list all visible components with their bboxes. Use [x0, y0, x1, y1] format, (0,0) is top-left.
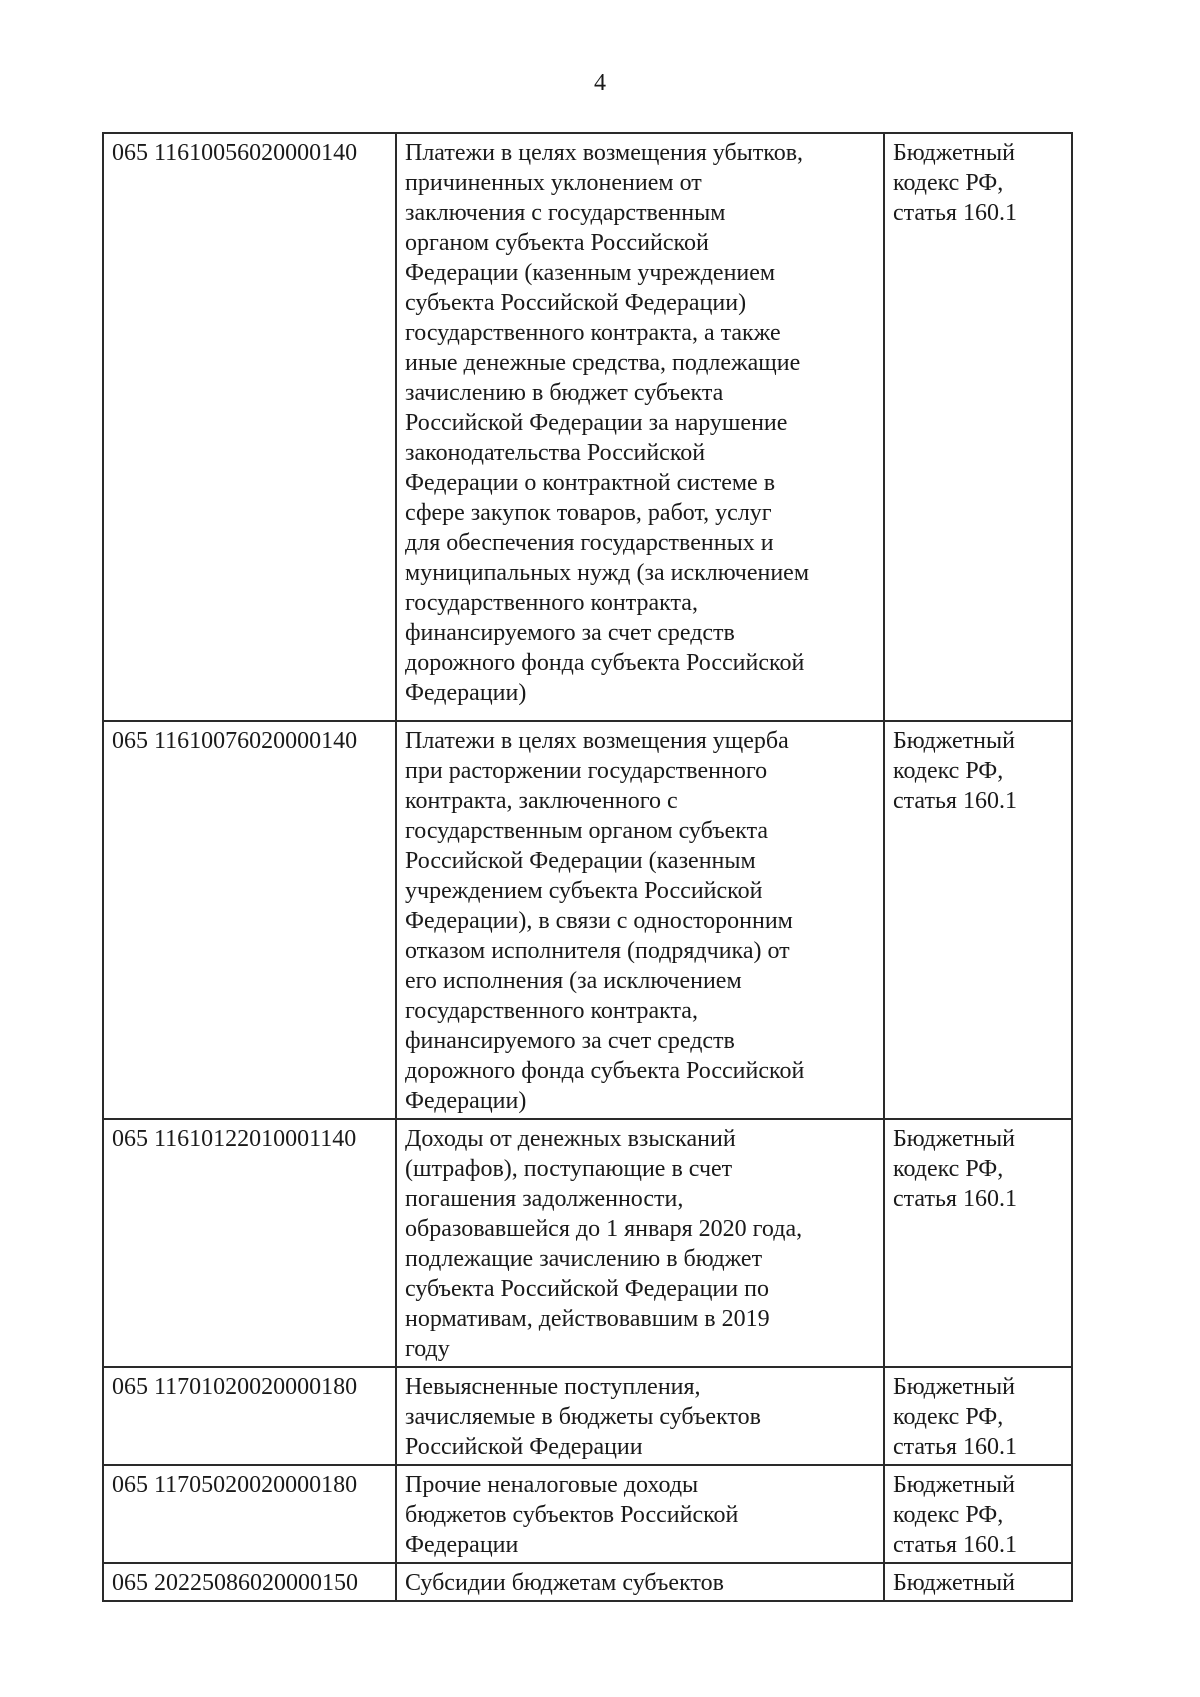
- table-row: [103, 1563, 1072, 1601]
- code-text: 065 11610122010001140: [112, 1126, 357, 1152]
- legal-basis-cell: [884, 1367, 1072, 1465]
- description-cell: [396, 721, 884, 1119]
- legal-basis-cell: [884, 1465, 1072, 1563]
- legal-basis-text: Бюджетный кодекс РФ, статья 160.1: [893, 1472, 1017, 1558]
- code-cell: [103, 1119, 396, 1367]
- table-row: [103, 721, 1072, 1119]
- code-cell: [103, 133, 396, 721]
- legal-basis-text: Бюджетный кодекс РФ, статья 160.1: [893, 1126, 1017, 1212]
- description-cell: [396, 1119, 884, 1367]
- table-row: [103, 133, 1072, 721]
- code-cell: [103, 1563, 396, 1601]
- code-text: 065 11701020020000180: [112, 1374, 358, 1400]
- budget-codes-table: [102, 132, 1073, 1602]
- legal-basis-text: Бюджетный кодекс РФ, статья 160.1: [893, 1374, 1017, 1460]
- code-text: 065 11610056020000140: [112, 140, 358, 166]
- code-cell: [103, 1367, 396, 1465]
- code-text: 065 11705020020000180: [112, 1472, 358, 1498]
- description-text: Доходы от денежных взысканий (штрафов), поступающие в счет погашения задолженности, образовавшейся до 1 января 2020 года, подлежащие зачислению в бюджет субъекта Российской Федерации по нормативам, действовавшим в 2019 году: [405, 1126, 803, 1362]
- description-text: Платежи в целях возмещения убытков, причиненных уклонением от заключения с государственным органом субъекта Российской Федерации (казенным учреждением субъекта Российской Федерации) государственного контракта, а также иные денежные средства, подлежащие зачислению в бюджет субъекта Российской Федерации за нарушение законодательства Российской Федерации о контрактной системе в сфере закупок товаров, работ, услуг для обеспечения государственных и муниципальных нужд (за исключением государственного контракта, финансируемого за счет средств дорожного фонда субъекта Российской Федерации): [405, 140, 810, 706]
- table-row: [103, 1465, 1072, 1563]
- legal-basis-cell: [884, 133, 1072, 721]
- legal-basis-cell: [884, 721, 1072, 1119]
- page-number: 4: [594, 70, 606, 96]
- description-cell: [396, 1367, 884, 1465]
- description-cell: [396, 133, 884, 721]
- table-row: [103, 1119, 1072, 1367]
- legal-basis-text: Бюджетный: [893, 1570, 1015, 1596]
- description-text: Невыясненные поступления, зачисляемые в бюджеты субъектов Российской Федерации: [405, 1374, 761, 1460]
- legal-basis-text: Бюджетный кодекс РФ, статья 160.1: [893, 728, 1017, 814]
- code-cell: [103, 721, 396, 1119]
- description-text: Субсидии бюджетам субъектов: [405, 1570, 724, 1596]
- code-text: 065 20225086020000150: [112, 1570, 358, 1596]
- code-cell: [103, 1465, 396, 1563]
- description-cell: [396, 1465, 884, 1563]
- description-text: Прочие неналоговые доходы бюджетов субъектов Российской Федерации: [405, 1472, 739, 1558]
- description-cell: [396, 1563, 884, 1601]
- description-text: Платежи в целях возмещения ущерба при расторжении государственного контракта, заключенного с государственным органом субъекта Российской Федерации (казенным учреждением субъекта Российской Федерации), в связи с односторонним отказом исполнителя (подрядчика) от его исполнения (за исключением государственного контракта, финансируемого за счет средств дорожного фонда субъекта Российской Федерации): [405, 728, 805, 1114]
- legal-basis-cell: [884, 1563, 1072, 1601]
- legal-basis-cell: [884, 1119, 1072, 1367]
- table-row: [103, 1367, 1072, 1465]
- legal-basis-text: Бюджетный кодекс РФ, статья 160.1: [893, 140, 1017, 226]
- code-text: 065 11610076020000140: [112, 728, 358, 754]
